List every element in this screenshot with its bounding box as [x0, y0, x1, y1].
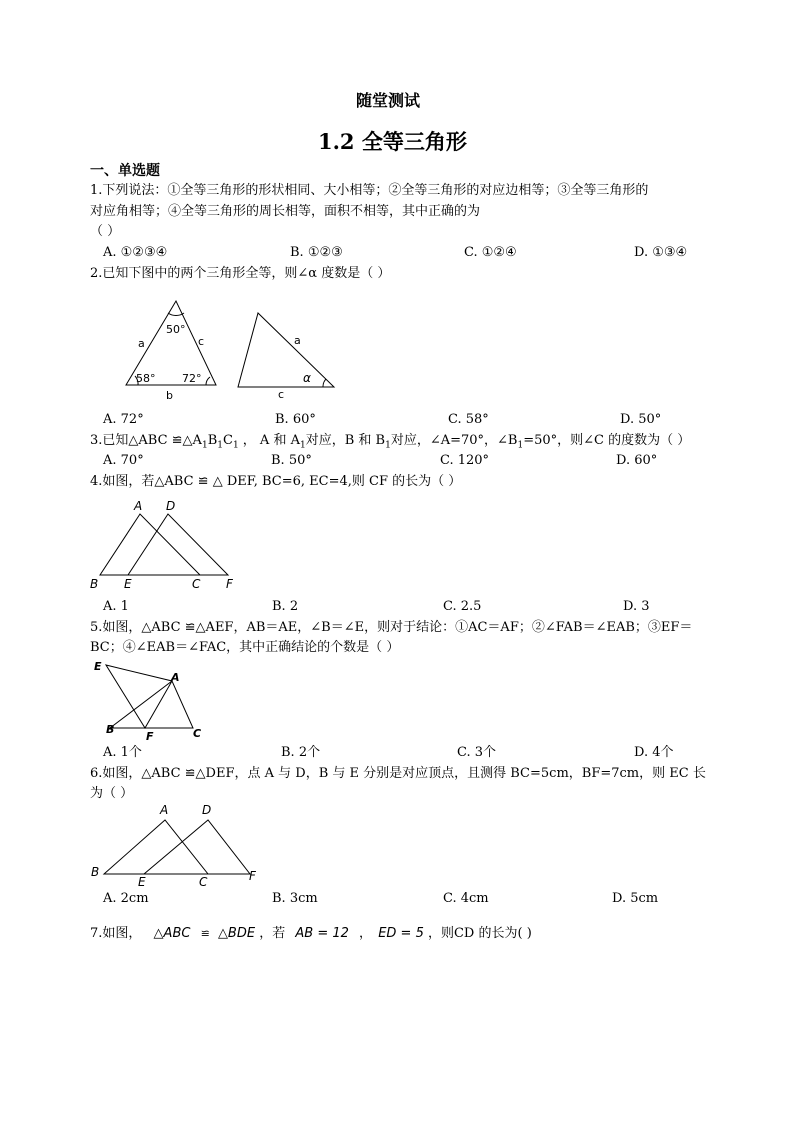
q4-option-d[interactable]: D. 3	[623, 599, 650, 614]
q1-option-b[interactable]: B. ①②③	[290, 245, 343, 260]
q6-label-c: C	[199, 875, 208, 889]
q7-congruent-sign: ≌	[200, 927, 210, 940]
q3-option-c[interactable]: C. 120°	[440, 453, 490, 468]
q2-t1-side-a: a	[138, 337, 145, 350]
q5-option-d[interactable]: D. 4个	[634, 745, 674, 760]
q4-label-d: D	[166, 499, 176, 513]
q5-line1: 5.如图，△ABC ≌△AEF，AB＝AE，∠B＝∠E，则对于结论：①AC＝AF；②∠FAB＝∠EAB；③EF＝	[90, 620, 693, 635]
q6-figure	[88, 800, 268, 892]
q5-label-b: B	[106, 723, 115, 736]
q5-triangle-abc	[110, 681, 193, 728]
q4-label-a: A	[134, 499, 143, 513]
q6-line1: 6.如图，△ABC ≌△DEF，点 A 与 D，B 与 E 分别是对应顶点，且测得 BC=5cm，BF=7cm，则 EC 长	[90, 766, 706, 781]
q6-option-a[interactable]: A. 2cm	[103, 891, 149, 906]
q6-option-c[interactable]: C. 4cm	[443, 891, 489, 906]
q4-stem: 4.如图，若△ABC ≌ △ DEF, BC=6, EC=4,则 CF 的长为（ ）	[90, 474, 462, 489]
q6-option-d[interactable]: D. 5cm	[612, 891, 659, 906]
q5-option-b[interactable]: B. 2个	[281, 745, 321, 760]
q7-expr-abc: △ABC	[153, 926, 191, 941]
q4-triangle-abc	[100, 514, 200, 575]
q5-option-c[interactable]: C. 3个	[457, 745, 497, 760]
q1-line1: 1.下列说法：①全等三角形的形状相同、大小相等；②全等三角形的对应边相等；③全等三角形的	[90, 183, 649, 198]
q1-option-a[interactable]: A. ①②③④	[103, 245, 168, 260]
q7-comma: ，	[359, 926, 373, 941]
q2-option-c[interactable]: C. 58°	[448, 412, 489, 427]
q3-stem: 3.已知△ABC $≌\triangle A_1B_1C_1$ ， A 和 $A_1$对应，B 和 $B_1$对应，∠A=70°，$\angle B_1=50^\circ$，则∠C 的度数为（ ）	[90, 433, 691, 451]
q1-option-c[interactable]: C. ①②④	[464, 245, 517, 260]
q7-stem-a: 7.如图，	[90, 926, 142, 941]
q2-t2-side-a: a	[294, 334, 301, 347]
q4-label-b: B	[90, 577, 99, 591]
q5-label-c: C	[193, 727, 202, 740]
q2-option-d[interactable]: D. 50°	[620, 412, 662, 427]
q4-triangle-def	[128, 514, 228, 575]
q5-figure	[88, 658, 218, 744]
q6-label-d: D	[202, 803, 212, 817]
q2-t2-side-c: c	[278, 388, 285, 401]
q3-option-d[interactable]: D. 60°	[616, 453, 658, 468]
q7-expr-bde: △BDE	[217, 926, 256, 941]
q2-t1-side-c: c	[198, 335, 205, 348]
q2-t2-angle-alpha: α	[303, 371, 311, 385]
q1-option-d[interactable]: D. ①③④	[634, 245, 688, 260]
section-title: 一、单选题	[90, 163, 160, 179]
q7-expr-ab: AB = 12	[295, 926, 349, 941]
q5-label-a: A	[171, 671, 180, 684]
q2-t1-top-angle: 50°	[166, 323, 186, 336]
q7-stem-c: ，则CD 的长为( )	[427, 926, 532, 941]
q2-option-a[interactable]: A. 72°	[103, 412, 144, 427]
q6-label-b: B	[91, 865, 100, 879]
q2-t1-left-angle: 58°	[136, 372, 156, 385]
q2-figure	[118, 295, 348, 405]
q4-label-c: C	[192, 577, 201, 591]
q4-option-b[interactable]: B. 2	[272, 599, 299, 614]
q6-line2: 为（ ）	[90, 786, 134, 801]
q5-line2: BC；④∠EAB＝∠FAC，其中正确结论的个数是（ ）	[90, 640, 400, 655]
q2-stem: 2.已知下图中的两个三角形全等，则∠α 度数是（ ）	[90, 266, 391, 281]
q5-label-f: F	[146, 730, 154, 743]
q5-option-a[interactable]: A. 1个	[103, 745, 142, 760]
q4-option-c[interactable]: C. 2.5	[443, 599, 482, 614]
q6-option-b[interactable]: B. 3cm	[272, 891, 318, 906]
q4-option-a[interactable]: A. 1	[103, 599, 129, 614]
page-title: 1.2 全等三角形	[318, 129, 467, 154]
q5-label-e: E	[94, 660, 102, 673]
q7-stem-b: ，若	[259, 926, 286, 941]
q7-expr-ed: ED = 5	[378, 926, 424, 941]
q4-label-e: E	[124, 577, 132, 591]
q6-label-e: E	[138, 875, 146, 889]
q6-label-a: A	[160, 803, 169, 817]
q3-option-a[interactable]: A. 70°	[103, 453, 144, 468]
question-7	[90, 924, 532, 943]
q2-t1-side-b: b	[166, 389, 173, 402]
q3-option-b[interactable]: B. 50°	[271, 453, 312, 468]
q2-triangle-2	[238, 313, 334, 387]
q4-figure	[88, 496, 248, 592]
subtitle: 随堂测试	[356, 91, 421, 110]
q5-triangle-aef	[106, 665, 172, 728]
q2-t1-right-angle: 72°	[182, 372, 202, 385]
q1-paren: （ ）	[90, 224, 121, 239]
q6-triangle-abc	[104, 820, 208, 874]
q2-option-b[interactable]: B. 60°	[275, 412, 316, 427]
q4-label-f: F	[226, 577, 233, 591]
q6-label-f: F	[249, 869, 256, 883]
q6-triangle-def	[144, 820, 250, 874]
q1-line2: 对应角相等；④全等三角形的周长相等，面积不相等，其中正确的为	[90, 204, 481, 219]
